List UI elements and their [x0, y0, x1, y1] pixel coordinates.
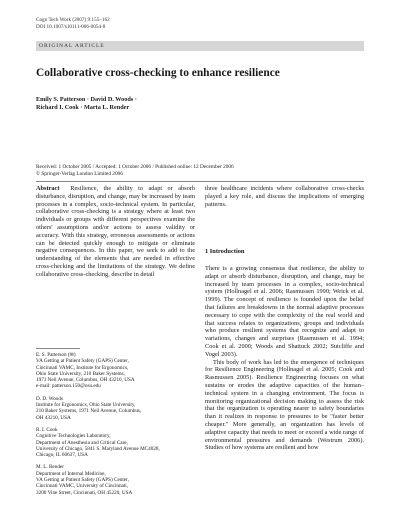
affiliation-divider: [36, 348, 80, 349]
affiliation-cook: R. I. Cook Cognitive Technologies Laboratory, Department of Anesthesia and Critical Care, University of Chicago, 5841 S. Maryland Avenue MC4028, Chicago, IL 60637, USA: [36, 426, 160, 459]
section-heading-introduction: 1 Introduction: [205, 248, 245, 255]
authors-line-2: Richard I. Cook · Marta L. Render: [36, 104, 130, 111]
journal-doi: DOI 10.1007/s10111-006-0054-8: [36, 24, 106, 30]
affiliation-render: M. L. Render Department of Internal Medicine, VA Getting at Patient Safety (GAPS) Center, Cincinnati VAMC, University of Cincinnati, 3200 Vine Street, Cincinnati, OH 45220, USA: [36, 464, 133, 496]
abstract-heading: Abstract: [36, 185, 60, 192]
affiliations-block: [36, 352, 198, 502]
abstract-continued: three healthcare incidents where collaborative cross-checks played a key role, and discuss the implications of emerging patterns.: [205, 185, 364, 208]
abstract-block: [36, 185, 195, 279]
copyright: © Springer-Verlag London Limited 2006: [36, 171, 123, 177]
affiliation-patterson: E. S. Patterson (✉) VA Getting at Patient Safety (GAPS) Center, Cincinnati VAMC, Institute for Ergonomics, Ohio State University, 210 Baker Systems, 1971 Neil Avenue, Columbus, OH 43210, USA e-mail: patterson.150@osu.edu: [36, 352, 135, 390]
authors-line-1: Emily S. Patterson · David D. Woods ·: [36, 96, 137, 103]
abstract-text: Resilience, the ability to adapt or absorb disturbance, disruption, and change, may be increased by team processes in a complex, socio-technical system. In particular, collaborative cross-checking is a strategy where at least two individuals or groups with different perspectives examine the others' assumptions and/or actions to assess validity or accuracy. With this strategy, erroneous assessments or actions can be detected quickly enough to mitigate or eliminate negative consequences. In this paper, we seek to add to the understanding of the elements that are needed in effective cross-checking and the limitations of the strategy. We define collaborative cross-checking, describe in detail: [36, 185, 195, 278]
paper-title: Collaborative cross-checking to enhance resilience: [36, 67, 280, 79]
dates-received: Received: 1 October 2005 / Accepted: 1 October 2006 / Published online: 12 December 2006: [36, 164, 234, 170]
affiliation-woods: D. D. Woods Institute for Ergonomics, Ohio State University, 210 Baker Systems, 1971 Neil Avenue, Columbus, OH 43210, USA: [36, 395, 142, 421]
journal-citation: Cogn Tech Work (2007) 9:155–162: [36, 17, 110, 23]
introduction-body: [205, 265, 364, 452]
intro-paragraph-2: This body of work has led to the emergence of techniques for Resilience Engineering (Hollnagel et al. 2005; Cook and Rasmussen 2005). Resilience Engineering focuses on what sustains or erodes the adaptive capacities of the human–technical system in a changing environment. The focus is monitoring organizational decision making to assess the risk that the organization is operating nearer to safety boundaries than it realizes in response to pressures to be "faster better cheaper." More generally, an organization has levels of adaptive capacity that needs to meet or exceed a wide range of environmental pressures and demands (Westrum 2006). Studies of how systems are resilient and how: [205, 358, 364, 452]
header-divider: [36, 181, 364, 182]
article-type-bar: [36, 41, 364, 51]
article-type: ORIGINAL ARTICLE: [39, 42, 105, 49]
intro-paragraph-1: There is a growing consensus that resilience, the ability to adapt or absorb disturbance, disruption, and change, may be increased by team processes in a complex, socio-technical system (Hollnagel et al. 2006; Rasmussen 1990; Weick et al. 1999). The concept of resilience is founded upon the belief that failures are breakdowns in the normal adaptive processes necessary to cope with the complexity of the real world and that success relates to organizations, groups and individuals who produce resilient systems that recognize and adapt to variations, changes and surprises (Rasmussen et al. 1994; Cook et al. 2000; Woods and Shattuck 2002; Sutcliffe and Vogel 2003).: [205, 265, 364, 358]
